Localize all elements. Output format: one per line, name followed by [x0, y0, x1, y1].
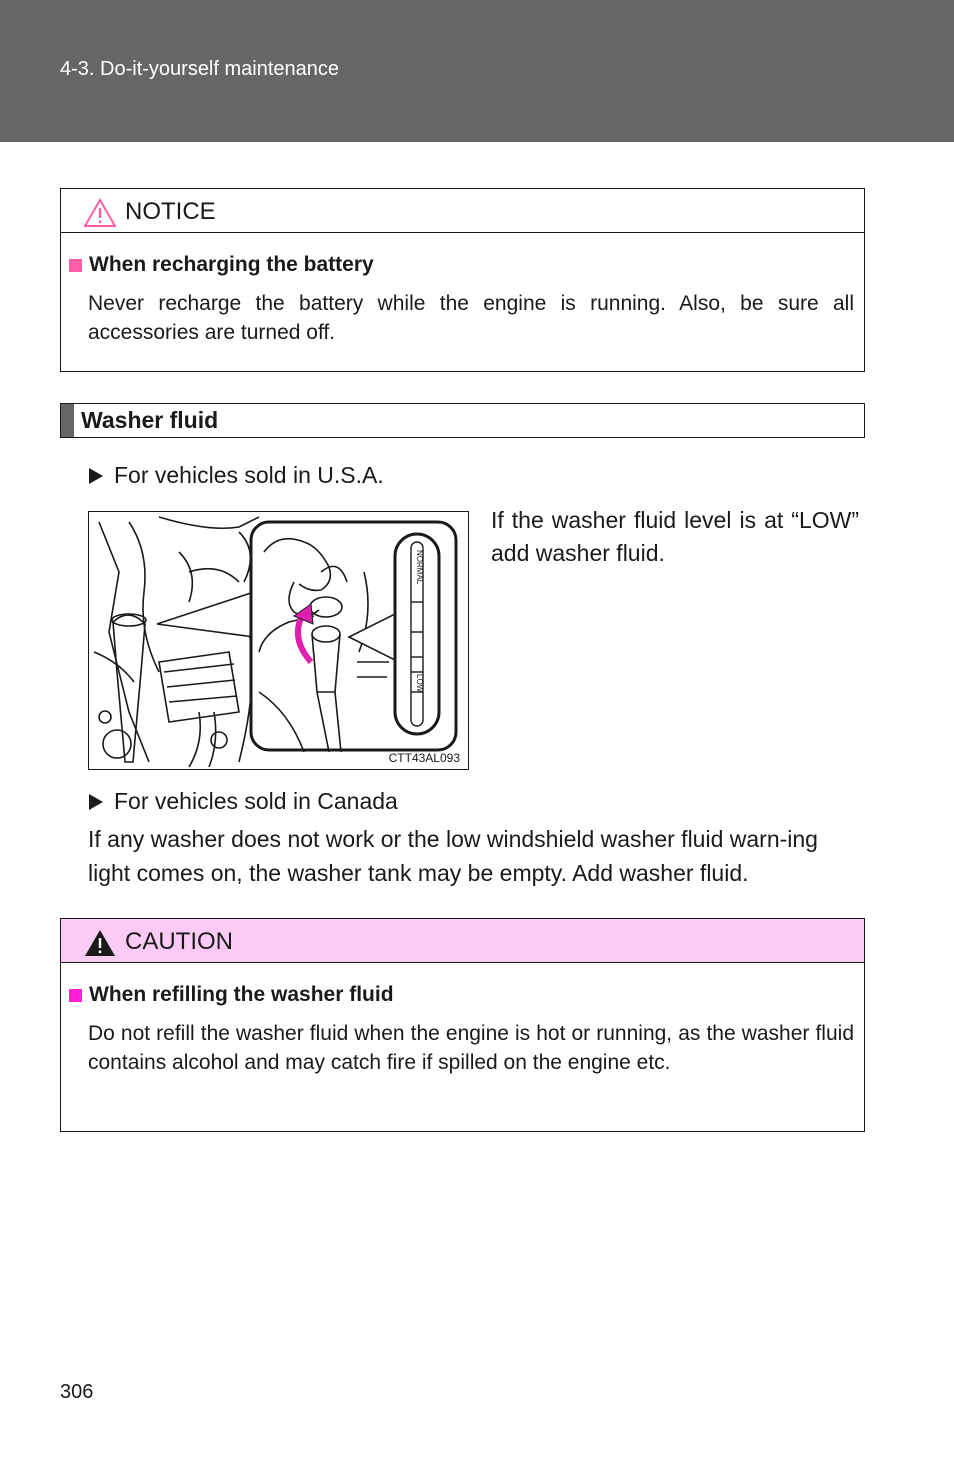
canada-bullet: [88, 788, 398, 815]
page-number: 306: [60, 1381, 94, 1403]
caution-subheading-row: [69, 983, 394, 1007]
notice-subheading: When recharging the battery: [89, 253, 374, 276]
usa-label: For vehicles sold in U.S.A.: [114, 462, 384, 488]
notice-header: [61, 189, 864, 233]
engine-bay-drawing: [89, 512, 469, 770]
right-triangle-bullet-icon: [88, 793, 104, 811]
notice-box: [60, 188, 865, 372]
canada-label: For vehicles sold in Canada: [114, 788, 398, 814]
caution-heading: CAUTION: [125, 928, 233, 955]
washer-reservoir-illustration: [88, 511, 469, 770]
caution-subheading: When refilling the washer fluid: [89, 983, 394, 1006]
right-triangle-bullet-icon: [88, 467, 104, 485]
magenta-square-icon: [69, 989, 82, 1002]
dipstick-label-low: LOW: [415, 674, 424, 693]
warning-triangle-filled-icon: [83, 928, 117, 958]
washer-fluid-section-heading: [60, 403, 865, 438]
figure-code: CTT43AL093: [388, 751, 460, 765]
page-header-band: [0, 0, 954, 142]
usa-bullet: [88, 462, 384, 489]
washer-fluid-title: Washer fluid: [81, 407, 219, 433]
notice-body: Never recharge the battery while the engine is running. Also, be sure all accessories are turned off.: [88, 292, 854, 344]
canada-text: If any washer does not work or the low windshield washer fluid warn-ing light comes on, the washer tank may be empty. Add washer fluid.: [88, 826, 818, 886]
pink-square-icon: [69, 259, 82, 272]
section-title: 4-3. Do-it-yourself maintenance: [60, 58, 340, 80]
caution-header: [61, 919, 864, 963]
caution-box: [60, 918, 865, 1132]
notice-subheading-row: [69, 253, 374, 277]
dipstick-label-normal: NORMAL: [415, 550, 424, 585]
notice-heading: NOTICE: [125, 198, 216, 225]
caution-body: Do not refill the washer fluid when the engine is hot or running, as the washer fluid contains alcohol and may catch fire if spilled on the engine etc.: [88, 1022, 854, 1074]
section-accent-bar: [61, 404, 74, 437]
usa-instruction: If the washer fluid level is at “LOW” add washer fluid.: [491, 507, 859, 566]
warning-triangle-outline-icon: [83, 198, 117, 228]
